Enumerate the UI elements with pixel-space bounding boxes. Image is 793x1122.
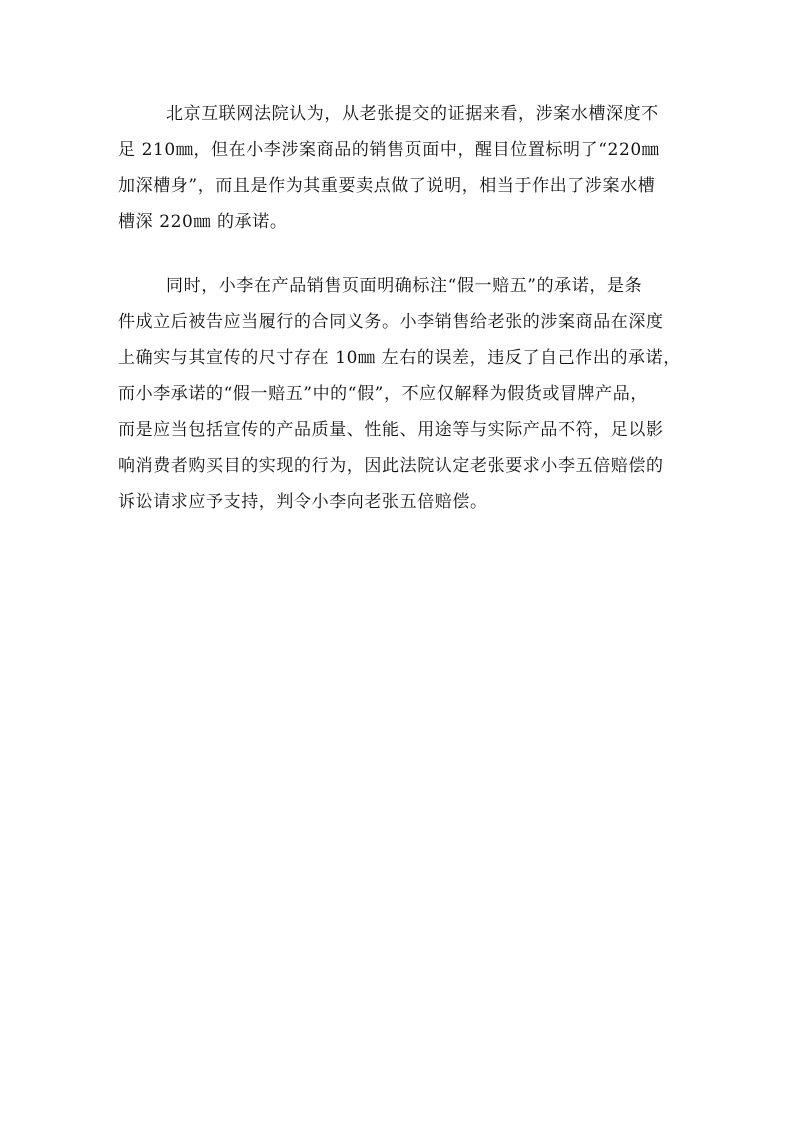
paragraph-court-opinion: [118, 96, 683, 240]
paragraph-line: 上确实与其宣传的尺寸存在 10㎜ 左右的误差，违反了自己作出的承诺，: [118, 348, 681, 368]
paragraph-line: 足 210㎜，但在小李涉案商品的销售页面中，醒目位置标明了“220㎜: [118, 140, 660, 160]
paragraph-line: 槽深 220㎜ 的承诺。: [118, 212, 288, 232]
paragraph-line: 响消费者购买目的实现的行为，因此法院认定老张要求小李五倍赔偿的: [118, 456, 664, 476]
paragraph-line: 北京互联网法院认为，从老张提交的证据来看，涉案水槽深度不: [166, 104, 659, 124]
document-body: [118, 96, 683, 520]
paragraph-line: 件成立后被告应当履行的合同义务。小李销售给老张的涉案商品在深度: [118, 312, 664, 332]
paragraph-line: 加深槽身”，而且是作为其重要卖点做了说明，相当于作出了涉案水槽: [118, 176, 656, 196]
paragraph-ruling: [118, 268, 683, 520]
paragraph-line: 而小李承诺的“假一赔五”中的“假”，不应仅解释为假货或冒牌产品，: [118, 384, 648, 404]
paragraph-line: 诉讼请求应予支持，判令小李向老张五倍赔偿。: [118, 492, 488, 512]
paragraph-line: 而是应当包括宣传的产品质量、性能、用途等与实际产品不符，足以影: [118, 420, 664, 440]
paragraph-line: 同时，小李在产品销售页面明确标注“假一赔五”的承诺，是条: [166, 276, 643, 296]
